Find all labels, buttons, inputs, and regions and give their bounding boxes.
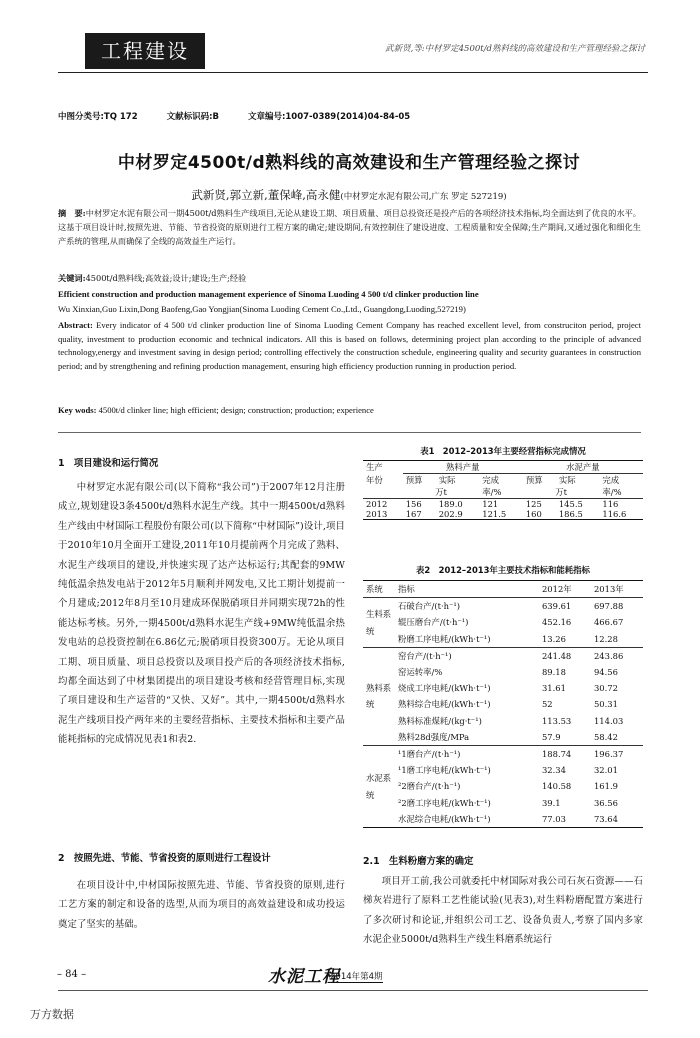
table-1 bbox=[363, 460, 643, 520]
t2-cell: 196.37 bbox=[593, 749, 624, 760]
t2-cell: 241.48 bbox=[541, 650, 572, 661]
abstract-cn bbox=[58, 207, 641, 248]
t1-h-pct: 率/% bbox=[482, 487, 502, 497]
affiliation: (中材罗定水泥有限公司,广东 罗定 527219) bbox=[340, 192, 507, 202]
table-row bbox=[363, 680, 643, 696]
t2-cell: 辊压磨台产/(t·h⁻¹) bbox=[398, 617, 469, 628]
t1-cell: 116 bbox=[602, 499, 619, 509]
abstract-en bbox=[58, 319, 641, 373]
t1-h-pct2: 率/% bbox=[602, 487, 622, 497]
t2-h-indicator: 指标 bbox=[398, 584, 415, 594]
t2-cell: 188.74 bbox=[541, 749, 572, 760]
table-row bbox=[363, 647, 643, 664]
section-1-heading: 1 项目建设和运行简况 bbox=[58, 458, 159, 469]
t2-cell: 31.61 bbox=[541, 683, 566, 694]
t1-cell: 160 bbox=[525, 509, 542, 519]
t2-cell: 粉磨工序电耗/(kWh·t⁻¹) bbox=[398, 633, 491, 644]
t1-cell: 116.6 bbox=[602, 509, 627, 519]
keywords-cn-label: 关键词: bbox=[58, 273, 86, 283]
abstract-en-label: Abstract: bbox=[58, 320, 93, 330]
footer-rule bbox=[58, 990, 648, 991]
t1-cell: 121 bbox=[482, 499, 499, 509]
author-names: 武新贤,郭立新,董保峰,高永健 bbox=[191, 188, 341, 202]
t2-cell: 熟料综合电耗/(kWh·t⁻¹) bbox=[398, 699, 491, 710]
t2-cell: 114.03 bbox=[593, 715, 624, 726]
t2-cell: 窑台产/(t·h⁻¹) bbox=[398, 650, 452, 661]
t2-cell: 639.61 bbox=[541, 601, 572, 612]
t2-cell: 13.26 bbox=[541, 633, 566, 644]
t2-cell: 熟料28d强度/MPa bbox=[398, 731, 470, 742]
t2-h-system: 系统 bbox=[366, 584, 383, 594]
t2-cell: 466.67 bbox=[593, 617, 624, 628]
t1-cell: 202.9 bbox=[438, 509, 463, 519]
t2-cell: 烧成工序电耗/(kWh·t⁻¹) bbox=[398, 683, 491, 694]
t2-cell: 12.28 bbox=[593, 633, 618, 644]
section-2-text: 在项目设计中,中材国际按照先进、节能、节省投资的原则,进行工艺方案的制定和设备的选型,从而为项目的高效益建设和成功投运奠定了坚实的基础。 bbox=[58, 880, 345, 930]
t1-cell: 2012 bbox=[366, 499, 388, 509]
table-row bbox=[363, 696, 643, 712]
table-row bbox=[363, 509, 643, 520]
table-row bbox=[363, 713, 643, 729]
t2-cell: 30.72 bbox=[593, 683, 618, 694]
t1-h-plan: 预算 bbox=[405, 475, 423, 485]
keywords-cn-text: 4500t/d熟料线;高效益;设计;建设;生产;经验 bbox=[85, 273, 247, 283]
t2-system: 生料系统 bbox=[366, 609, 392, 636]
section-tag: 工程建设 bbox=[85, 33, 205, 69]
t2-system: 水泥系统 bbox=[366, 773, 392, 800]
t2-cell: ²2磨台产/(t·h⁻¹) bbox=[398, 781, 461, 792]
journal-logo: 水泥工程 bbox=[268, 967, 340, 987]
t1-h-done2: 完成 bbox=[602, 475, 620, 485]
authors-en: Wu Xinxian,Guo Lixin,Dong Baofeng,Gao Yongjian(Sinoma Luoding Cement Co.,Ltd., Guangdong,Luoding,527219) bbox=[58, 304, 466, 314]
running-title: 武新贤,等:中材罗定4500t/d熟料线的高效建设和生产管理经验之探讨 bbox=[385, 44, 645, 54]
t1-h-year3 bbox=[363, 486, 403, 499]
table-row bbox=[363, 664, 643, 680]
t1-h-actual2: 实际 bbox=[558, 475, 576, 485]
abstract-en-text: Every indicator of 4 500 t/d clinker production line of Sinoma Luoding Cement Company has reached excellent level, from construciton period, project quality, investment to production economic and technical indicators. All this is based on follows, determining project plan according to the principle of advanced technology,energy and investment saving in design period; controlling effectively the construction schedule, engineering quality and security guarantees in construction period; and by strengthening and refining production management, ensuring high efficiency production running in production period. bbox=[58, 320, 641, 371]
t2-cell: 452.16 bbox=[541, 617, 572, 628]
t2-h-2012: 2012年 bbox=[541, 584, 572, 594]
paper-title: 中材罗定4500t/d熟料线的高效建设和生产管理经验之探讨 bbox=[117, 153, 581, 173]
t1-h-unit: 万t bbox=[435, 487, 447, 497]
t1-h-year: 生产 bbox=[366, 462, 383, 473]
page-number: – 84 – bbox=[57, 969, 87, 980]
t2-system: 熟料系统 bbox=[366, 683, 392, 710]
t1-cell: 167 bbox=[405, 509, 422, 519]
table-2 bbox=[363, 580, 643, 828]
t2-cell: 113.53 bbox=[541, 715, 572, 726]
t2-cell: 94.56 bbox=[593, 667, 618, 678]
t1-cell: 121.5 bbox=[482, 509, 507, 519]
keywords-en-label: Key wods: bbox=[58, 405, 97, 415]
table-row bbox=[363, 598, 643, 615]
table-row bbox=[363, 631, 643, 648]
table-row bbox=[363, 795, 643, 811]
t2-cell: ²2磨工序电耗/(kWh·t⁻¹) bbox=[398, 797, 491, 808]
table-row bbox=[363, 778, 643, 794]
t2-cell: 石破台产/(t·h⁻¹) bbox=[398, 601, 461, 612]
t2-cell: 36.56 bbox=[593, 797, 618, 808]
abstract-cn-label: 摘 要: bbox=[58, 208, 86, 218]
keywords-cn bbox=[58, 272, 641, 286]
table-row bbox=[363, 614, 643, 630]
t1-h-plan2: 预算 bbox=[525, 475, 543, 485]
t2-cell: 52 bbox=[541, 699, 553, 710]
section-2-1-heading: 2.1 生料粉磨方案的确定 bbox=[363, 856, 474, 867]
section-2-heading: 2 按照先进、节能、节省投资的原则进行工程设计 bbox=[58, 853, 271, 864]
t2-cell: 32.01 bbox=[593, 765, 618, 776]
header-rule bbox=[58, 72, 648, 73]
t2-cell: 243.86 bbox=[593, 650, 624, 661]
article-number: 文章编号:1007-0389(2014)04-84-05 bbox=[247, 112, 411, 122]
journal-issue: 2014年第4期 bbox=[330, 972, 383, 982]
t2-h-2013: 2013年 bbox=[593, 584, 624, 594]
table-row bbox=[363, 746, 643, 763]
t1-h-clinker: 熟料产量 bbox=[403, 461, 523, 474]
t1-h-actual: 实际 bbox=[438, 475, 456, 485]
table-row bbox=[363, 762, 643, 778]
doc-code: 文献标识码:B bbox=[166, 112, 219, 122]
t2-cell: 57.9 bbox=[541, 731, 561, 742]
t1-cell: 189.0 bbox=[438, 499, 463, 509]
t2-cell: 697.88 bbox=[593, 601, 624, 612]
t2-cell: ¹1磨台产/(t·h⁻¹) bbox=[398, 749, 461, 760]
section-2-1-text: 项目开工前,我公司就委托中材国际对我公司石灰石资源——石梯灰岩进行了原料工艺性能试验(见表3),对生料粉磨配置方案进行了多次研讨和论证,并组织公司工艺、设备负责人,考察了国内多家水泥企业5000t/d熟料生产线生料磨系统运行 bbox=[363, 876, 643, 946]
table-row bbox=[363, 729, 643, 746]
keywords-en bbox=[58, 404, 641, 418]
t1-h-unit2: 万t bbox=[555, 487, 567, 497]
t2-cell: 50.31 bbox=[593, 699, 618, 710]
section-1-text: 中材罗定水泥有限公司(以下简称“我公司”)于2007年12月注册成立,规划建设3条4500t/d熟料水泥生产线。其中一期4500t/d熟料生产线由中材国际工程股份有限公司(以下简称“中材国际”)设计,项目于2010年10月全面开工建设,2011年10月提前两个月完成了熟料、水泥生产线项目的建设,并快速实现了达产达标运行;其配套的9MW纯低温余热发电站于2012年5月顺利并网发电,又比工期计划提前一个月建成;2012年8月至10月建成环保脱硝项目并同期实现72h的性能达标考核。另外,一期4500t/d熟料水泥生产线+9MW纯低温余热发电站的总投资控制在6.86亿元;脱硝项目投资300万。无论从项目工期、项目质量、项目总投资以及项目投产后的各项经济技术指标,均都全面达到了中材集团提出的项目建设考核和经营管理目标,实现了项目建设和生产运营的“又快、又好”。其中,一期4500t/d熟料水泥生产线项目投产两年来的主要经营指标、主要技术指标和主要产品能耗指标的完成情况见表1和表2. bbox=[58, 482, 345, 746]
t2-cell: 89.18 bbox=[541, 667, 566, 678]
t2-cell: 水泥综合电耗/(kWh·t⁻¹) bbox=[398, 813, 491, 824]
t1-cell: 145.5 bbox=[558, 499, 583, 509]
keywords-en-text: 4500t/d clinker line; high efficient; design; construction; production; experience bbox=[98, 405, 374, 415]
abstract-rule bbox=[58, 432, 641, 433]
table-row bbox=[363, 811, 643, 828]
title-en: Efficient construction and production management experience of Sinoma Luoding 4 500 t/d clinker production line bbox=[58, 289, 479, 299]
t1-cell: 156 bbox=[405, 499, 422, 509]
t2-cell: 77.03 bbox=[541, 813, 566, 824]
t2-cell: ¹1磨工序电耗/(kWh·t⁻¹) bbox=[398, 765, 491, 776]
t1-h-year2: 年份 bbox=[366, 474, 383, 485]
t2-cell: 窑运转率/% bbox=[398, 667, 443, 678]
t2-cell: 58.42 bbox=[593, 731, 618, 742]
t2-cell: 140.58 bbox=[541, 781, 572, 792]
t1-cell: 125 bbox=[525, 499, 542, 509]
t2-cell: 73.64 bbox=[593, 813, 618, 824]
clc-code: 中图分类号:TQ 172 bbox=[58, 112, 138, 122]
t1-cell: 186.5 bbox=[558, 509, 583, 519]
t2-cell: 39.1 bbox=[541, 797, 561, 808]
abstract-cn-text: 中材罗定水泥有限公司一期4500t/d熟料生产线项目,无论从建设工期、项目质量、项目总投资还是投产后的各项经济技术指标,均全面达到了优良的水平。这基于项目设计时,按照先进、节能、节省投资的原则进行工程方案的确定;建设期间,有效控制住了建设进度、工程质量和安全保障;生产期间,又通过强化和细化生产系统的管理,从而确保了全线的高效益生产运行。 bbox=[58, 208, 641, 246]
table-2-caption: 表2 2012–2013年主要技术指标和能耗指标 bbox=[416, 565, 590, 575]
t1-h-done: 完成 bbox=[482, 475, 500, 485]
table-row bbox=[363, 499, 643, 510]
authors bbox=[58, 187, 640, 203]
t1-cell: 2013 bbox=[366, 509, 388, 519]
t2-cell: 161.9 bbox=[593, 781, 618, 792]
article-meta bbox=[58, 110, 436, 122]
watermark: 万方数据 bbox=[30, 1008, 74, 1021]
t2-cell: 32.34 bbox=[541, 765, 566, 776]
table-1-caption: 表1 2012–2013年主要经营指标完成情况 bbox=[420, 446, 586, 456]
t2-cell: 熟料标准煤耗/(kg·t⁻¹) bbox=[398, 715, 482, 726]
t1-h-cement: 水泥产量 bbox=[523, 461, 643, 474]
